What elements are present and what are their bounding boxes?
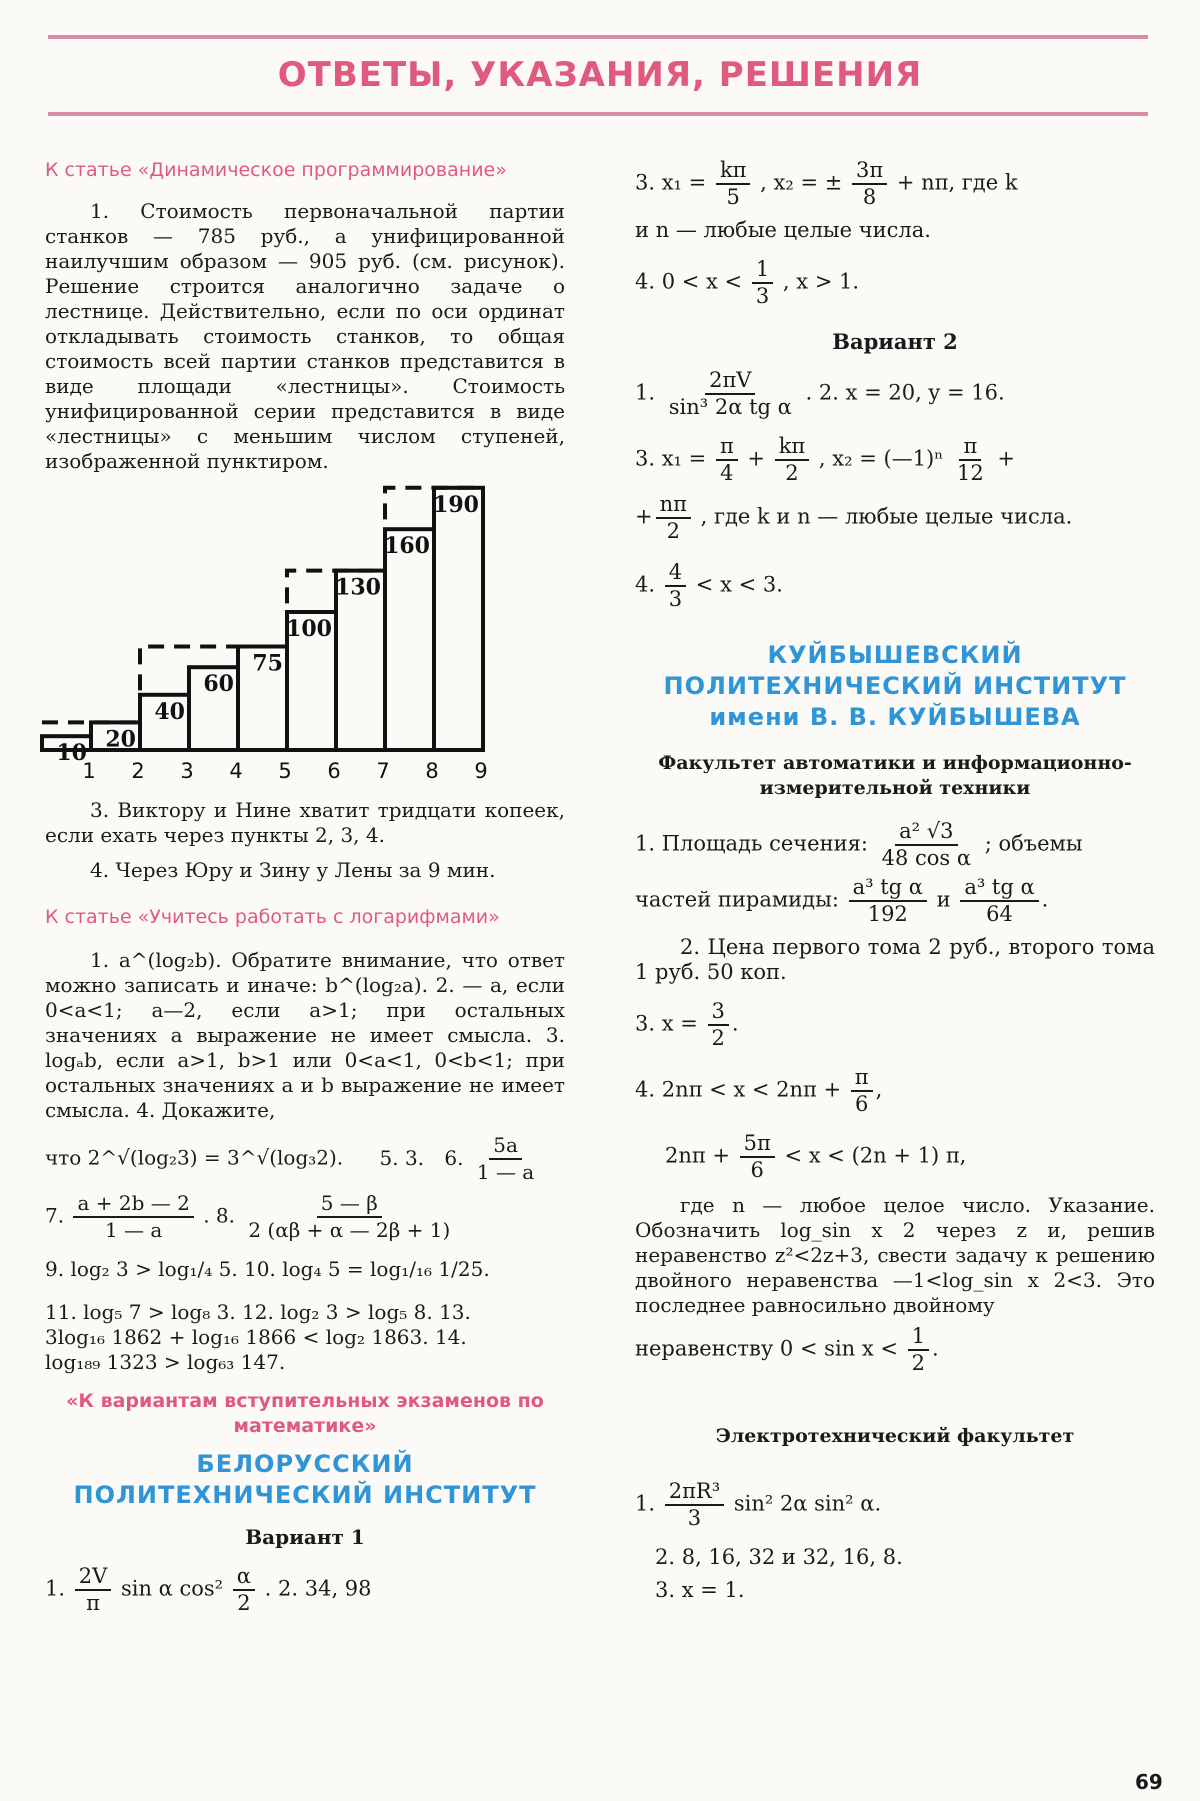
denominator: 192 — [867, 902, 908, 926]
numerator: nπ — [656, 492, 691, 519]
expression: 2nπ + — [665, 1143, 730, 1168]
numerator: 2πR³ — [665, 1479, 724, 1506]
page-title: ОТВЕТЫ, УКАЗАНИЯ, РЕШЕНИЯ — [277, 55, 923, 95]
x-tick-label: 4 — [229, 759, 243, 783]
faculty-1-answer-3: 3. x = $\frac{3}{2}$ . — [635, 999, 739, 1050]
fraction — [849, 875, 927, 927]
fraction — [960, 875, 1038, 927]
variant-2-answer-4 — [635, 560, 1155, 612]
expression: частей пирамиды: — [635, 887, 839, 912]
fraction — [775, 434, 810, 486]
faculty-2-answer-2: 2. 8, 16, 32 и 32, 16, 8. — [655, 1545, 903, 1569]
fraction — [473, 1133, 538, 1185]
section-title-entrance-exams: «К вариантам вступительных экзаменов по математике» — [66, 1390, 544, 1437]
fraction — [908, 1324, 929, 1376]
left-column — [45, 158, 565, 474]
fraction — [752, 257, 773, 309]
expression: неравенству 0 < sin x < — [635, 1336, 898, 1361]
answer-label: 1. — [45, 1576, 66, 1601]
variant-2-answer-1 — [635, 368, 1155, 420]
numerator: kπ — [716, 158, 751, 185]
fraction — [852, 158, 887, 210]
fraction — [665, 1479, 724, 1531]
expression: < x < (2n + 1) π, — [784, 1143, 967, 1168]
bar-value-label: 160 — [384, 533, 430, 560]
title-underline — [48, 112, 1148, 116]
answer-2: . 2. 34, 98 — [264, 1576, 372, 1601]
denominator: 1 — a — [476, 1160, 535, 1184]
numerator: 3π — [852, 158, 887, 185]
page-number: 69 — [1135, 1770, 1163, 1794]
expression: , x₂ = (—1)ⁿ — [818, 446, 944, 471]
expression: sin² 2α sin² α. — [733, 1491, 882, 1516]
log-answer-4: что 2^√(log₂3) = 3^√(log₃2). — [45, 1145, 344, 1170]
denominator: 64 — [986, 902, 1013, 926]
faculty-2-answer-3: 3. x = 1. — [655, 1578, 745, 1602]
denominator: 3 — [668, 587, 683, 611]
answer-paragraph: 1. Стоимость первоначальной партии станков — 785 руб., а унифицированной наилучшим образом — 905 руб. (см. рисунок). Решение строится аналогично задаче о лестнице. Действительно, если по оси ординат откладывать стоимость станков, то общая стоимость всей партии станков представится в виде площади «лестницы». Стоимость унифицированной серии представится в виде «лестницы» с меньшим числом ступеней, изображенной пунктиром. — [45, 199, 565, 473]
x-tick-label: 1 — [82, 759, 96, 783]
denominator: 6 — [750, 1158, 764, 1182]
expression: + nπ, где k — [896, 170, 1018, 195]
expression: sin α cos² — [120, 1576, 224, 1601]
bar-value-label: 10 — [56, 740, 87, 767]
answer-label: 3. x = — [635, 1011, 698, 1036]
denominator: 2 (αβ + α — 2β + 1) — [248, 1218, 451, 1242]
answer-label: 1. Площадь сечения: — [635, 831, 868, 856]
answer-3-line — [635, 158, 1155, 210]
faculty-1-answer-1-line2: частей пирамиды: $\frac{\text{a³ tg α}}{192}$ и $\frac{\text{a³ tg α}}{64}$ . — [635, 875, 1049, 926]
fraction — [716, 434, 738, 486]
variant-2-heading: Вариант 2 — [832, 329, 958, 354]
answer-label: 4. 0 < x < — [635, 269, 743, 294]
bar-8 — [385, 529, 434, 750]
fraction — [656, 492, 691, 544]
denominator: 6 — [855, 1092, 869, 1116]
faculty-1-answer-4-line2 — [635, 1131, 1155, 1183]
log-answer-11-12: 11. log₅ 7 > log₈ 3. 12. log₂ 3 > log₅ 8. 13. — [45, 1300, 471, 1324]
faculty-1-hint-last: неравенству 0 < sin x < $\frac{1}{2}$ . — [635, 1324, 939, 1375]
right-column — [635, 158, 1155, 1603]
numerator: 5a — [489, 1133, 522, 1160]
x-tick-label: 7 — [376, 759, 390, 783]
fraction — [665, 368, 796, 420]
section-title-logarithms: К статье «Учитесь работать с логарифмами» — [45, 906, 500, 928]
numerator: 4 — [665, 560, 686, 587]
log-answer-8-label: . 8. — [203, 1203, 235, 1228]
variant-1-answers — [45, 1564, 565, 1616]
fraction — [851, 1065, 873, 1117]
denominator: 3 — [687, 1506, 702, 1530]
left-column-lower — [45, 798, 565, 1616]
faculty-electro-heading: Электротехнический факультет — [715, 1425, 1075, 1447]
answer-label: 4. — [635, 572, 656, 597]
bar-value-label: 40 — [154, 698, 185, 725]
log-answer-line4 — [45, 1133, 565, 1185]
fraction — [708, 999, 729, 1051]
answer-label: 1. — [635, 380, 656, 405]
expression: , где k и n — любые целые числа. — [700, 504, 1073, 529]
numerator: 1 — [752, 257, 773, 284]
bar-value-label: 100 — [286, 616, 332, 642]
denominator: 2 — [237, 1591, 251, 1615]
x-tick-label: 6 — [327, 759, 341, 783]
bar-9 — [434, 488, 483, 750]
numerator: π — [851, 1065, 873, 1092]
numerator: 2V — [75, 1564, 112, 1591]
denominator: sin³ 2α tg α — [668, 395, 792, 419]
denominator: 8 — [862, 185, 877, 209]
fraction — [75, 1564, 112, 1616]
expression: ; объемы — [984, 831, 1083, 856]
answer-3-line2: и n — любые целые числа. — [635, 218, 931, 242]
fraction — [740, 1131, 775, 1183]
log-answers: 1. a^(log₂b). Обратите внимание, что ответ можно записать и иначе: b^(log₂a). 2. — a, если 0<a<1; a—2, если a>1; при остальных значениях a выражение не имеет смысла. 3. logₐb, если a>1, b>1 или 0<a<1, 0<b<1; при остальных значениях a и b выражение не имеет смысла. 4. Докажите, — [45, 948, 565, 1122]
log-answer-9-10: 9. log₂ 3 > log₁/₄ 5. 10. log₄ 5 = log₁/₁₆ 1/25. — [45, 1257, 490, 1281]
faculty-automation-heading: Факультет автоматики и информационно-измерительной техники — [658, 752, 1132, 799]
denominator: 4 — [720, 461, 734, 485]
answer-label: 1. — [635, 1491, 656, 1516]
log-answer-14: log₁₈₉ 1323 > log₆₃ 147. — [45, 1350, 286, 1374]
denominator: 1 — a — [104, 1218, 163, 1242]
numerator: a³ tg α — [960, 875, 1038, 902]
denominator: π — [86, 1591, 100, 1615]
numerator: 5 — β — [317, 1191, 382, 1218]
numerator: π — [959, 434, 981, 461]
fraction — [878, 819, 975, 871]
numerator: a + 2b — 2 — [73, 1191, 193, 1218]
institute-title-kuibyshev: КУЙБЫШЕВСКИЙ ПОЛИТЕХНИЧЕСКИЙ ИНСТИТУТ имени В. В. КУЙБЫШЕВА — [663, 641, 1127, 731]
faculty-1-hint: где n — любое целое число. Указание. Обозначить log_sin x 2 через z и, решив неравенство z²<2z+3, свести задачу к решению двойного неравенства —1<log_sin x 2<3. Это последнее равносильно двойному — [635, 1193, 1155, 1317]
answer-label: 3. x₁ = — [635, 446, 707, 471]
variant-2-answer-3: 3. x₁ = $\frac{\pi}{4}$ + $\frac{k\pi}{2}$ , x₂ = (—1)ⁿ $\frac{\pi}{12}$ + — [635, 434, 1016, 485]
faculty-2-answer-1 — [635, 1479, 1155, 1531]
section-title-dynamic-programming: К статье «Динамическое программирование» — [45, 159, 507, 181]
fraction — [665, 560, 686, 612]
variant-1-heading: Вариант 1 — [245, 1525, 365, 1549]
dashed-staircase — [42, 488, 483, 723]
bar-value-label: 20 — [105, 726, 136, 753]
answer-4: 4. Через Юру и Зину у Лены за 9 мин. — [90, 858, 496, 882]
fraction — [716, 158, 751, 210]
expression: , x₂ = ± — [760, 170, 843, 195]
denominator: 2 — [711, 1026, 725, 1050]
expression: < x < 3. — [695, 572, 783, 597]
fraction — [73, 1191, 193, 1243]
x-tick-label: 8 — [425, 759, 439, 783]
expression: и — [936, 887, 951, 912]
numerator: a² √3 — [895, 819, 957, 846]
fraction — [953, 434, 988, 486]
answer-4-line — [635, 257, 1155, 309]
denominator: 12 — [957, 461, 984, 485]
numerator: a³ tg α — [849, 875, 927, 902]
numerator: α — [233, 1564, 255, 1591]
denominator: 2 — [785, 461, 799, 485]
denominator: 5 — [726, 185, 740, 209]
x-tick-label: 3 — [180, 759, 194, 783]
answer-3: 3. Виктору и Нине хватит тридцати копеек, если ехать через пункты 2, 3, 4. — [45, 798, 565, 847]
bar-value-label: 130 — [335, 574, 381, 601]
fraction — [244, 1191, 454, 1243]
x-tick-label: 5 — [278, 759, 292, 783]
bar-value-label: 190 — [433, 491, 479, 518]
log-answer-7-label: 7. — [45, 1203, 65, 1228]
log-answer-13: 3log₁₆ 1862 + log₁₆ 1866 < log₂ 1863. 14. — [45, 1325, 467, 1349]
variant-2-answer-3-line2: + $\frac{n\pi}{2}$ , где k и n — любые целые числа. — [635, 492, 1073, 543]
numerator: 5π — [740, 1131, 775, 1158]
denominator: 3 — [755, 284, 770, 308]
log-answer-6-label: 6. — [444, 1145, 464, 1170]
numerator: 3 — [708, 999, 729, 1026]
numerator: 2πV — [705, 368, 755, 395]
numerator: 1 — [908, 1324, 929, 1351]
x-tick-label: 9 — [474, 759, 488, 783]
faculty-1-answer-1 — [635, 819, 1155, 871]
numerator: kπ — [775, 434, 810, 461]
answer-label: 4. 2nπ < x < 2nπ + — [635, 1077, 842, 1102]
denominator: 48 cos α — [881, 846, 972, 870]
bar-value-label: 60 — [203, 671, 234, 698]
bar-value-label: 75 — [252, 650, 283, 677]
log-answer-5: 5. 3. — [379, 1145, 425, 1170]
expression: , x > 1. — [782, 269, 860, 294]
denominator: 2 — [911, 1351, 926, 1375]
faculty-1-answer-4: 4. 2nπ < x < 2nπ + $\frac{\pi}{6}$ , — [635, 1065, 883, 1116]
x-tick-label: 2 — [131, 759, 145, 783]
institute-title-belarus: БЕЛОРУССКИЙ ПОЛИТЕХНИЧЕСКИЙ ИНСТИТУТ — [73, 1450, 537, 1509]
staircase-chart — [40, 470, 560, 790]
top-rule — [48, 35, 1148, 39]
answer-label: 3. x₁ = — [635, 170, 707, 195]
faculty-1-answer-2: 2. Цена первого тома 2 руб., второго тома 1 руб. 50 коп. — [635, 935, 1155, 984]
fraction — [233, 1564, 255, 1616]
expression: . 2. x = 20, y = 16. — [805, 380, 1005, 405]
numerator: π — [716, 434, 738, 461]
log-answer-line7 — [45, 1191, 565, 1243]
denominator: 2 — [666, 519, 680, 543]
